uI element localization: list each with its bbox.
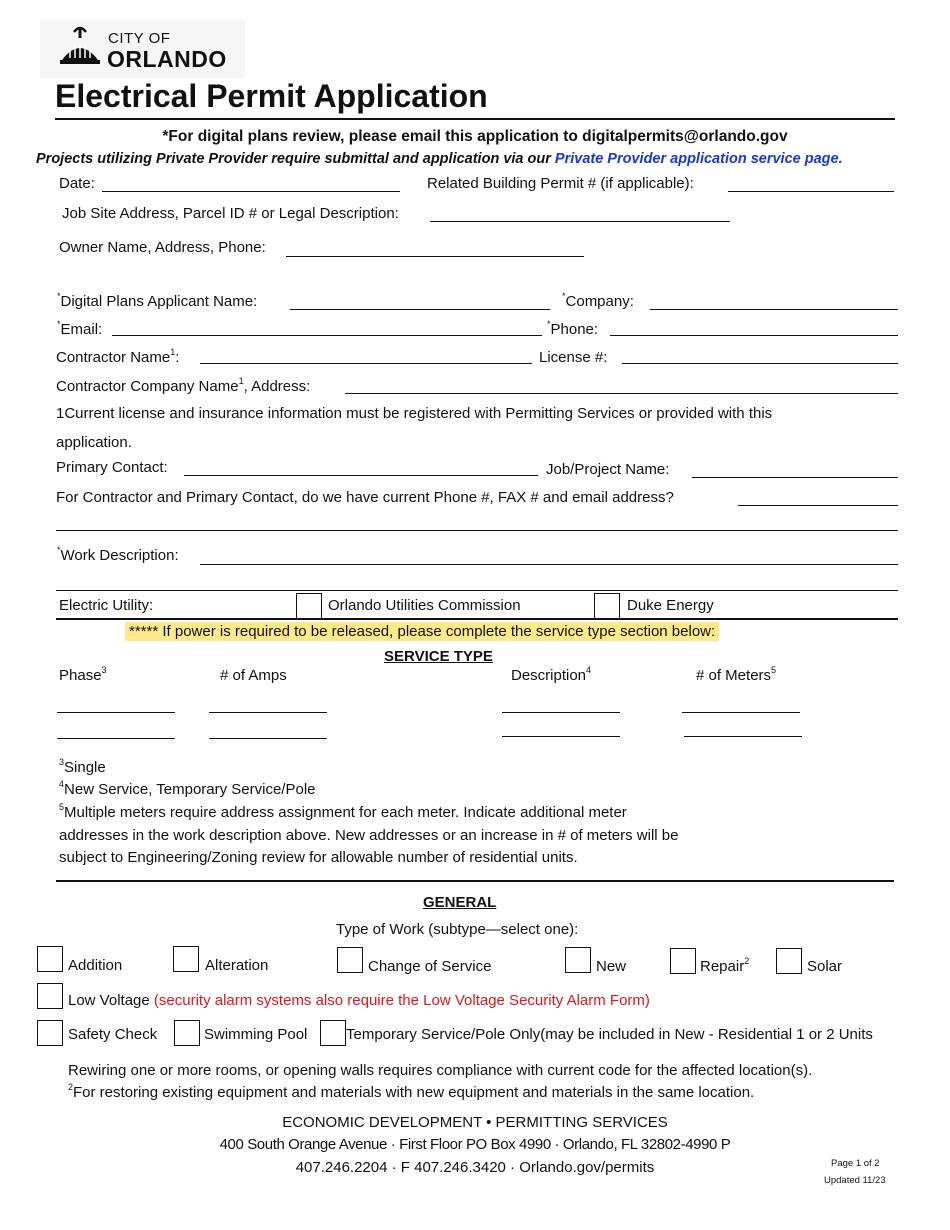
primary-contact-field[interactable]	[184, 475, 538, 476]
page-title: Electrical Permit Application	[55, 78, 488, 114]
footer-dept: ECONOMIC DEVELOPMENT • PERMITTING SERVICES	[282, 1114, 668, 1131]
repair-label: Repair$^2$	[700, 956, 750, 975]
related-permit-label: Related Building Permit # (if applicable):	[427, 175, 694, 192]
date-field[interactable]	[102, 191, 400, 192]
power-release-note: ***** If power is required to be released, please complete the service type section below:	[125, 623, 719, 640]
private-provider-text: Projects utilizing Private Provider require submittal and application via our	[36, 151, 551, 167]
description-col-header: Description$^4$	[511, 665, 592, 684]
footnote-5-line2: addresses in the work description above. New addresses or an increase in # of meters will be	[59, 827, 679, 844]
addition-checkbox[interactable]	[37, 946, 63, 972]
phase-field-1[interactable]	[57, 712, 175, 713]
meters-col-header: # of Meters$^5$	[696, 665, 777, 684]
repair-checkbox[interactable]	[670, 948, 696, 974]
footer-address: 400 South Orange Avenue · First Floor PO Box 4990 · Orlando, FL 32802-4990 P	[219, 1136, 731, 1153]
logo-orlando: ORLANDO	[107, 46, 227, 72]
contractor-company-field[interactable]	[345, 393, 898, 394]
contact-question: For Contractor and Primary Contact, do we have current Phone #, FAX # and email address?	[56, 489, 674, 506]
job-site-label: Job Site Address, Parcel ID # or Legal Description:	[62, 205, 399, 222]
safety-check-label: Safety Check	[68, 1026, 158, 1043]
description-field-1[interactable]	[502, 712, 620, 713]
email-field[interactable]	[112, 335, 542, 336]
type-of-work-label: Type of Work (subtype—select one):	[336, 921, 579, 938]
contact-question-field-2[interactable]	[56, 530, 898, 531]
safety-check-checkbox[interactable]	[37, 1020, 63, 1046]
owner-label: Owner Name, Address, Phone:	[59, 239, 266, 256]
utility-duke-checkbox[interactable]	[594, 593, 620, 619]
page-number: Page 1 of 2	[831, 1158, 880, 1169]
updated-date: Updated 11/23	[824, 1175, 886, 1186]
solar-label: Solar	[807, 958, 843, 975]
contractor-name-label: Contractor Name$^1$:	[56, 347, 180, 366]
private-provider-link[interactable]: Private Provider application service page.	[554, 151, 843, 167]
job-site-field[interactable]	[430, 221, 730, 222]
temp-service-label: Temporary Service/Pole Only(may be included in New - Residential 1 or 2 Units	[346, 1026, 873, 1043]
footnote-5: $^5$Multiple meters require address assignment for each meter. Indicate additional meter	[59, 802, 627, 821]
amps-field-2[interactable]	[209, 738, 327, 739]
low-voltage-label: Low Voltage (security alarm systems also require the Low Voltage Security Alarm Form)	[68, 992, 650, 1009]
contact-question-field[interactable]	[738, 505, 898, 506]
email-label: *Email:	[57, 319, 103, 338]
contractor-name-field[interactable]	[200, 363, 532, 364]
swimming-pool-checkbox[interactable]	[174, 1020, 200, 1046]
applicant-name-field[interactable]	[290, 309, 550, 310]
work-description-field-2[interactable]	[56, 590, 898, 591]
utility-ouc-label: Orlando Utilities Commission	[328, 597, 521, 614]
service-rule	[56, 880, 894, 882]
work-description-field[interactable]	[200, 564, 898, 565]
logo-city-of: CITY OF	[108, 30, 171, 47]
low-voltage-note: (security alarm systems also require the Low Voltage Security Alarm Form)	[153, 992, 650, 1009]
footer-phones: 407.246.2204 · F 407.246.3420 · Orlando.gov/permits	[295, 1159, 655, 1176]
job-project-label: Job/Project Name:	[546, 461, 670, 478]
general-heading: GENERAL	[423, 894, 497, 911]
phase-col-header: Phase$^3$	[59, 665, 107, 684]
solar-checkbox[interactable]	[776, 948, 802, 974]
amps-field-1[interactable]	[209, 712, 327, 713]
company-label: *Company:	[562, 291, 634, 310]
related-permit-field[interactable]	[728, 191, 894, 192]
low-voltage-checkbox[interactable]	[37, 983, 63, 1009]
change-of-service-label: Change of Service	[368, 958, 492, 975]
utility-ouc-checkbox[interactable]	[296, 593, 322, 619]
owner-field[interactable]	[286, 256, 584, 257]
alteration-label: Alteration	[205, 957, 269, 974]
restoring-note: $^2$For restoring existing equipment and materials with new equipment and materials in the same location.	[68, 1082, 755, 1101]
logo	[40, 20, 245, 78]
license-note-line1: 1Current license and insurance information must be registered with Permitting Services or provided with this	[56, 405, 773, 422]
phase-field-2[interactable]	[57, 738, 175, 739]
digital-review-note: *For digital plans review, please email this application to digitalpermits@orlando.gov	[162, 128, 788, 145]
alteration-checkbox[interactable]	[173, 946, 199, 972]
description-field-2[interactable]	[502, 736, 620, 737]
new-label: New	[596, 958, 627, 975]
footnote-3: $^3$Single	[59, 757, 106, 776]
amps-col-header: # of Amps	[220, 667, 287, 684]
applicant-name-label: *Digital Plans Applicant Name:	[57, 291, 258, 310]
footnote-4: $^4$New Service, Temporary Service/Pole	[59, 779, 316, 798]
city-hall-dome-icon	[56, 26, 104, 72]
primary-contact-label: Primary Contact:	[56, 459, 168, 476]
meters-field-1[interactable]	[682, 712, 800, 713]
date-label: Date:	[59, 175, 95, 192]
footnote-5-line3: subject to Engineering/Zoning review for allowable number of residential units.	[59, 849, 578, 866]
phone-field[interactable]	[610, 335, 898, 336]
swimming-pool-label: Swimming Pool	[204, 1026, 308, 1043]
license-field[interactable]	[622, 363, 898, 364]
work-description-label: *Work Description:	[57, 545, 179, 564]
meters-field-2[interactable]	[684, 736, 802, 737]
company-field[interactable]	[650, 309, 898, 310]
phone-label: *Phone:	[547, 319, 599, 338]
private-provider-note	[36, 151, 843, 167]
addition-label: Addition	[68, 957, 123, 974]
contractor-company-label: Contractor Company Name$^1$, Address:	[56, 376, 311, 395]
new-checkbox[interactable]	[565, 947, 591, 973]
job-project-field[interactable]	[692, 477, 898, 478]
license-label: License #:	[539, 349, 608, 366]
rewiring-note: Rewiring one or more rooms, or opening walls requires compliance with current code for the affected location(s).	[68, 1062, 813, 1079]
temp-service-checkbox[interactable]	[320, 1020, 346, 1046]
utility-duke-label: Duke Energy	[627, 597, 714, 614]
title-rule	[55, 118, 895, 120]
license-note-line2: application.	[56, 434, 132, 451]
change-of-service-checkbox[interactable]	[337, 947, 363, 973]
utility-rule	[56, 618, 898, 620]
electric-utility-label: Electric Utility:	[59, 597, 154, 614]
service-type-heading: SERVICE TYPE	[384, 648, 493, 665]
